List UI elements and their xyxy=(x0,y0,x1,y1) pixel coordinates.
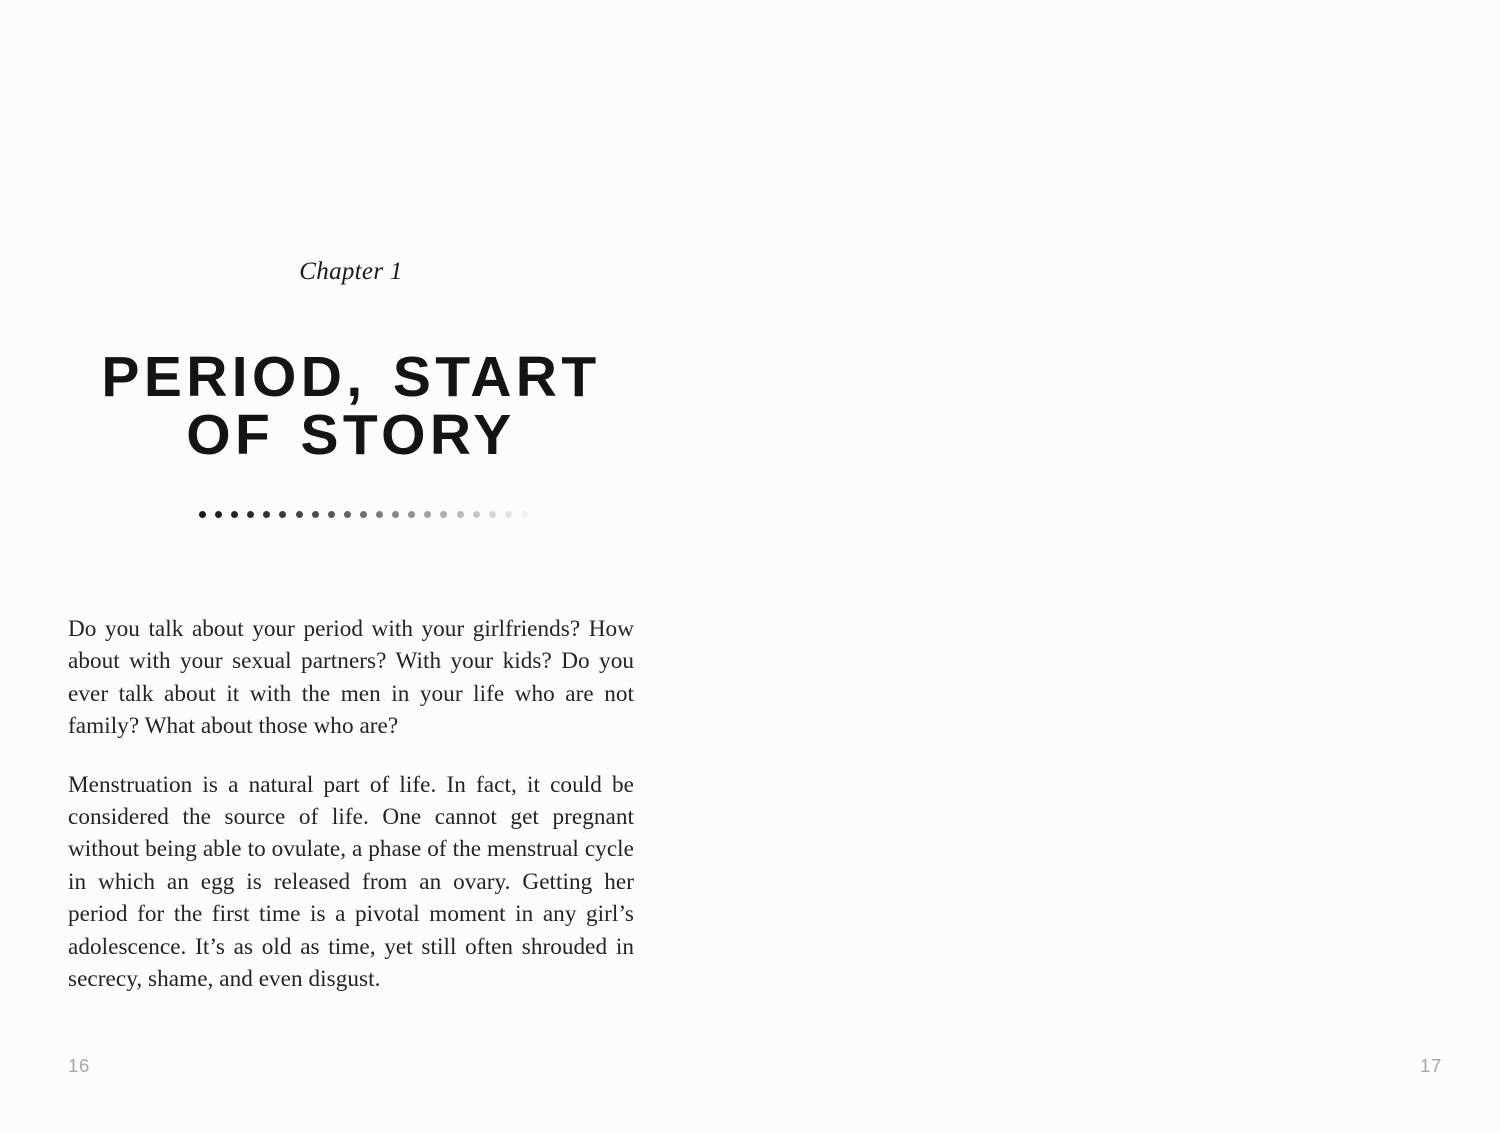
ornament-dot xyxy=(489,511,496,518)
left-page xyxy=(0,0,750,1125)
ornament-dot xyxy=(360,511,367,518)
page-number-right: 17 xyxy=(1420,1055,1442,1076)
ornament-dot xyxy=(296,511,303,518)
ornament-dot xyxy=(505,511,512,518)
page-title xyxy=(68,345,634,468)
fading-dot-rule-ornament xyxy=(199,508,634,520)
ornament-dot xyxy=(376,511,383,518)
paragraph: Do you talk about your period with your girlfriends? How about with your sexual partners? With your kids? Do you ever talk about it with the men in your life who are not family? What about those who are? xyxy=(68,616,634,740)
ornament-dot xyxy=(344,511,351,518)
ornament-dot xyxy=(392,511,399,518)
ornament-dot xyxy=(328,511,335,518)
paragraph: Menstruation is a natural part of life. In fact, it could be considered the source of life. One cannot get pregnant without being able to ovulate, a phase of the menstrual cycle in which an egg is released from an ovary. Getting her period for the first time is a pivotal moment in any girl’s adolescence. It’s as old as time, yet still often shrouded in secrecy, shame, and even disgust. xyxy=(68,771,634,993)
chapter-number-label: Chapter 1 xyxy=(299,258,403,285)
chapter-title-line-2: OF STORY xyxy=(186,403,516,468)
ornament-dot xyxy=(231,511,238,518)
ornament-dot xyxy=(473,511,480,518)
ornament-dot xyxy=(312,511,319,518)
right-page xyxy=(750,0,1500,1125)
chapter-opener xyxy=(68,258,634,520)
ornament-dot xyxy=(408,511,415,518)
ornament-dot xyxy=(263,511,270,518)
ornament-dot xyxy=(279,511,286,518)
ornament-dot xyxy=(215,511,222,518)
ornament-dot xyxy=(521,511,528,518)
ornament-dot xyxy=(457,511,464,518)
ornament-dot xyxy=(424,511,431,518)
ornament-dot xyxy=(247,511,254,518)
ornament-dot xyxy=(440,511,447,518)
left-page-body-column xyxy=(68,613,634,995)
chapter-title-line-1: PERIOD, START xyxy=(101,345,601,409)
page-number-left: 16 xyxy=(68,1055,90,1076)
ornament-dot xyxy=(199,511,206,518)
